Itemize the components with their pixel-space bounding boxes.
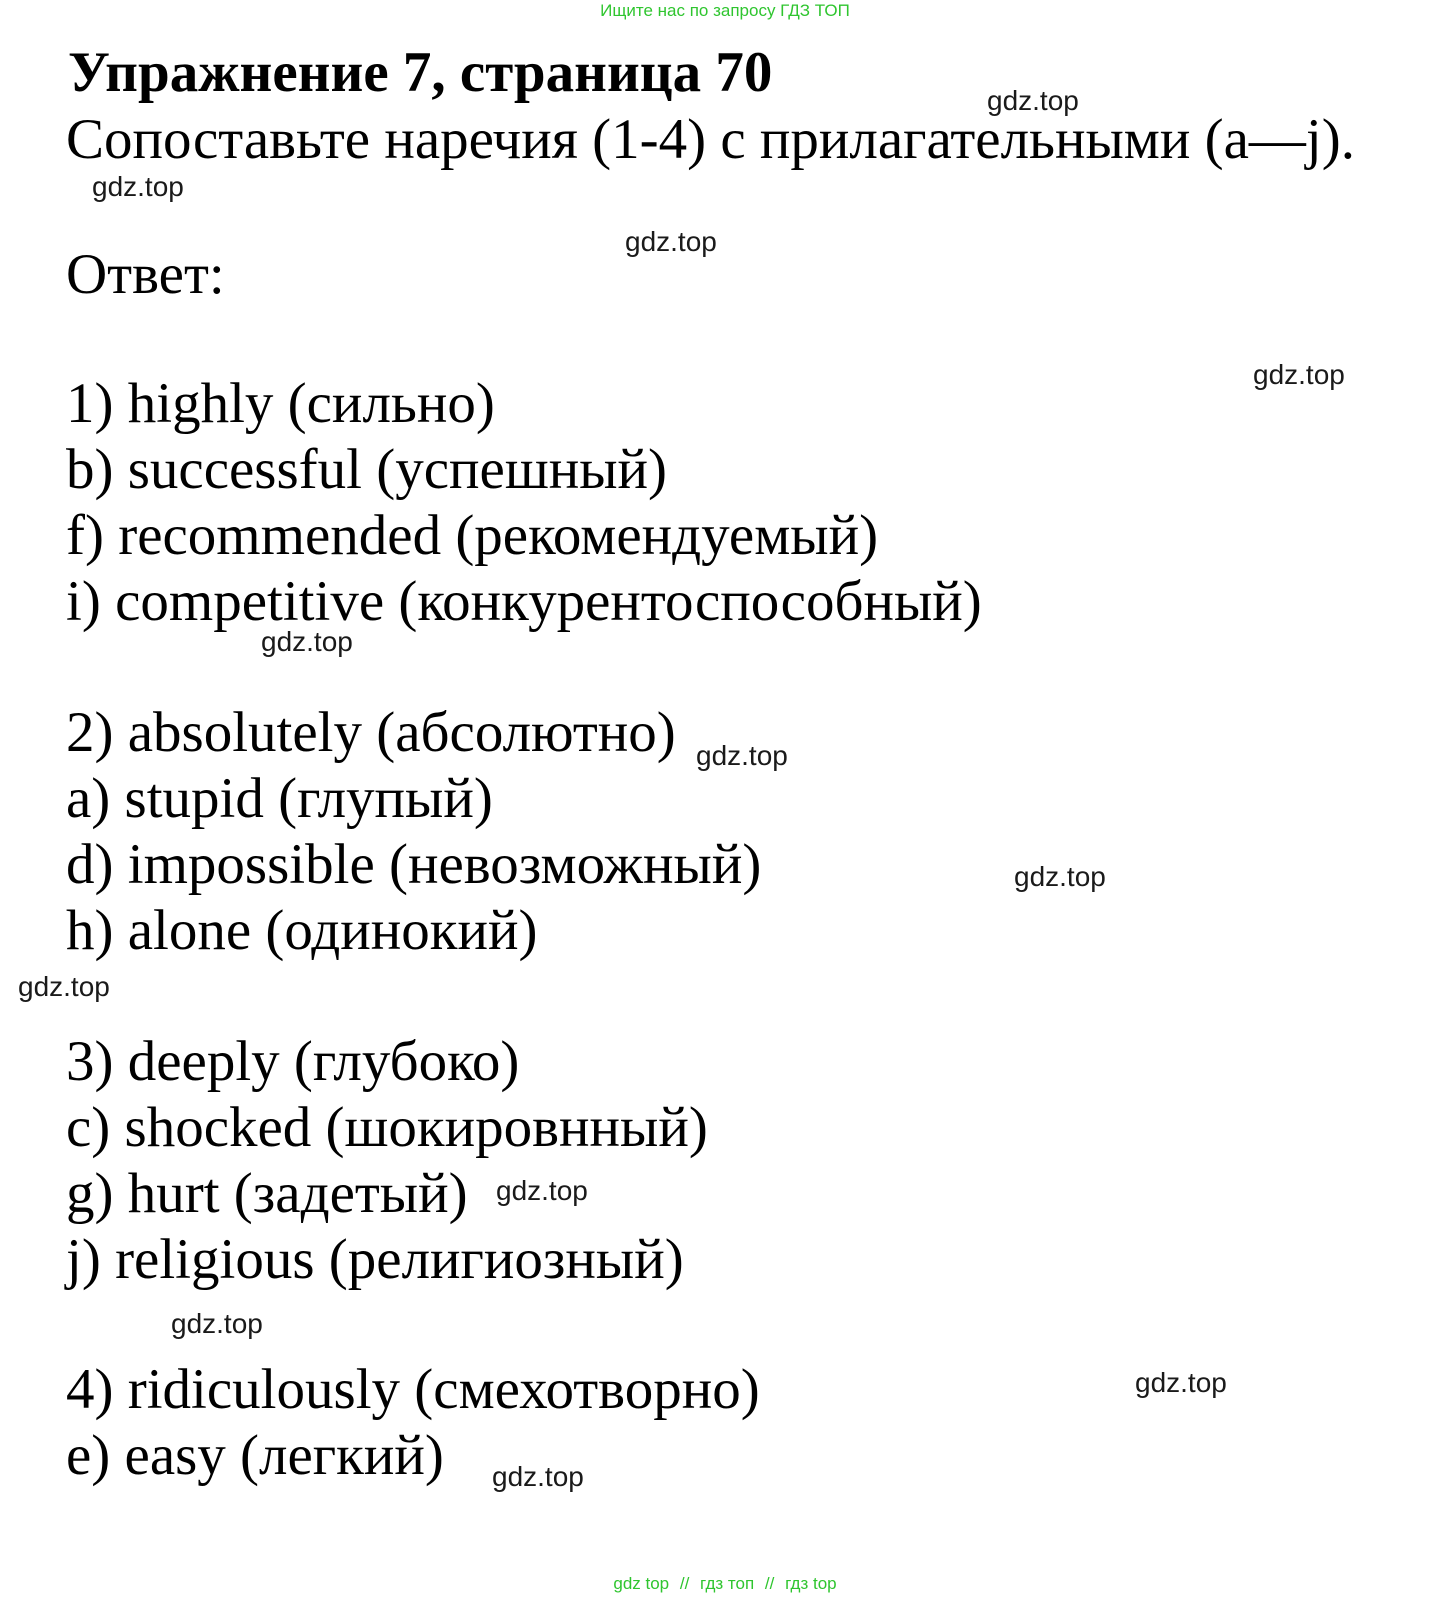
- match-item: d) impossible (невозможный): [66, 833, 762, 896]
- footer-link[interactable]: гдз top: [785, 1574, 837, 1593]
- adverb-1: 1) highly (сильно): [66, 372, 495, 435]
- footer-separator: //: [679, 1574, 690, 1593]
- answer-label: Ответ:: [66, 243, 225, 306]
- watermark: gdz.top: [696, 740, 788, 771]
- adverb-4: 4) ridiculously (смехотворно): [66, 1358, 760, 1421]
- adverb-3: 3) deeply (глубоко): [66, 1030, 520, 1093]
- watermark: gdz.top: [987, 85, 1079, 116]
- watermark: gdz.top: [1014, 861, 1106, 892]
- adverb-2: 2) absolutely (абсолютно): [66, 701, 676, 764]
- watermark: gdz.top: [1253, 359, 1345, 390]
- match-item: b) successful (успешный): [66, 438, 668, 501]
- watermark: gdz.top: [1135, 1367, 1227, 1398]
- match-item: f) recommended (рекомендуемый): [66, 504, 879, 567]
- watermark: gdz.top: [92, 171, 184, 202]
- match-item: e) easy (легкий): [66, 1424, 444, 1487]
- footer-links: [0, 1574, 1450, 1594]
- watermark: gdz.top: [492, 1461, 584, 1492]
- watermark: gdz.top: [261, 626, 353, 657]
- match-item: h) alone (одинокий): [66, 899, 538, 962]
- top-banner[interactable]: Ищите нас по запросу ГДЗ ТОП: [600, 1, 850, 20]
- match-item: g) hurt (задетый): [66, 1162, 468, 1225]
- watermark: gdz.top: [496, 1175, 588, 1206]
- footer-separator: //: [764, 1574, 775, 1593]
- exercise-instruction: Сопоставьте наречия (1-4) с прилагательными (a—j).: [66, 108, 1355, 171]
- footer-link[interactable]: gdz top: [613, 1574, 670, 1593]
- watermark: gdz.top: [171, 1308, 263, 1339]
- footer-link[interactable]: гдз топ: [700, 1574, 755, 1593]
- watermark: gdz.top: [18, 971, 110, 1002]
- match-item: j) religious (религиозный): [66, 1228, 684, 1291]
- match-item: c) shocked (шокировнный): [66, 1096, 708, 1159]
- match-item: i) competitive (конкурентоспособный): [66, 570, 982, 633]
- watermark: gdz.top: [625, 226, 717, 257]
- page-title: Упражнение 7, страница 70: [68, 41, 773, 104]
- match-item: a) stupid (глупый): [66, 767, 493, 830]
